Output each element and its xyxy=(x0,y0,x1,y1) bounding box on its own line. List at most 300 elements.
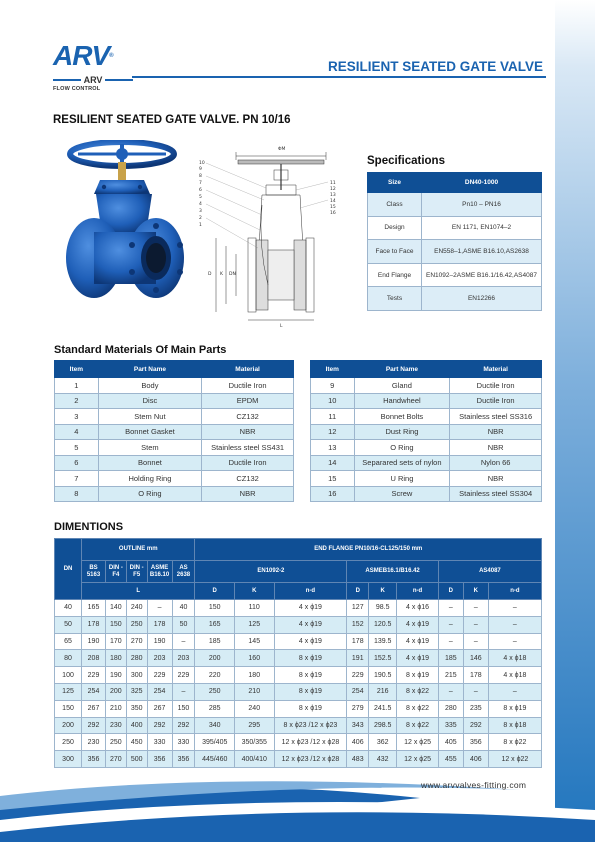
dim-cell: 4 x ϕ18 xyxy=(488,650,541,667)
mat-part-name: Screw xyxy=(354,486,450,502)
dim-header-dn: DN xyxy=(55,539,82,600)
dim-cell: 8 x ϕ19 xyxy=(397,667,439,684)
dim-cell: 150 xyxy=(195,600,235,617)
dim-sub-k: K xyxy=(463,583,488,600)
dim-cell: – xyxy=(488,633,541,650)
mat-material: Stainless steel SS316 xyxy=(450,409,542,425)
spec-value: EN558–1,ASME B16.10,AS2638 xyxy=(422,240,542,264)
dim-cell: 406 xyxy=(347,734,369,751)
dim-cell: 400/410 xyxy=(234,751,274,768)
dim-cell: 180 xyxy=(234,667,274,684)
mat-part-name: Stem Nut xyxy=(98,409,201,425)
table-row xyxy=(311,393,542,409)
dim-header-asme: ASME B16.10 xyxy=(147,561,172,583)
dim-cell: 4 x ϕ19 xyxy=(274,600,347,617)
table-row xyxy=(55,455,294,471)
dim-cell: 250 xyxy=(55,734,82,751)
mat-item: 1 xyxy=(55,378,99,394)
dim-cell: 145 xyxy=(234,633,274,650)
dim-cell: 400 xyxy=(126,717,147,734)
table-row xyxy=(55,616,542,633)
mat-item: 15 xyxy=(311,471,355,487)
dim-cell: – xyxy=(438,616,463,633)
dim-cell: 203 xyxy=(147,650,172,667)
dim-cell: 295 xyxy=(234,717,274,734)
dim-header-as2638: AS 2638 xyxy=(172,561,195,583)
table-row xyxy=(55,600,542,617)
dim-header-din-f5: DIN -F5 xyxy=(126,561,147,583)
svg-text:9: 9 xyxy=(199,167,202,172)
spec-value: EN1092–2ASME B16.1/16.42,AS4087 xyxy=(422,263,542,287)
dim-cell: 98.5 xyxy=(369,600,397,617)
mat-item: 12 xyxy=(311,424,355,440)
dim-cell: 330 xyxy=(172,734,195,751)
dim-cell: 140 xyxy=(105,600,126,617)
dim-cell: 208 xyxy=(82,650,106,667)
mat-part-name: O Ring xyxy=(98,486,201,502)
table-row xyxy=(55,424,294,440)
dim-cell: 190 xyxy=(105,667,126,684)
dim-cell: 483 xyxy=(347,751,369,768)
dim-cell: 250 xyxy=(195,683,235,700)
dim-cell: 185 xyxy=(438,650,463,667)
header-title: RESILIENT SEATED GATE VALVE xyxy=(327,59,543,74)
spec-value: Pn10 – PN16 xyxy=(422,193,542,217)
dim-cell: 40 xyxy=(172,600,195,617)
dim-cell: 203 xyxy=(172,650,195,667)
mat-header-material: Material xyxy=(202,361,294,378)
dim-cell: – xyxy=(463,616,488,633)
dim-cell: 254 xyxy=(347,683,369,700)
dim-cell: – xyxy=(463,633,488,650)
dim-cell: 185 xyxy=(195,633,235,650)
dim-cell: 4 x ϕ16 xyxy=(397,600,439,617)
spec-key: Tests xyxy=(368,287,422,311)
table-row xyxy=(311,471,542,487)
dim-cell: 230 xyxy=(105,717,126,734)
table-row xyxy=(55,717,542,734)
dim-cell: 280 xyxy=(126,650,147,667)
side-stripe xyxy=(555,0,595,842)
dim-cell: 267 xyxy=(147,700,172,717)
page-title: RESILIENT SEATED GATE VALVE. PN 10/16 xyxy=(53,114,291,126)
table-row xyxy=(55,393,294,409)
dim-cell: 210 xyxy=(105,700,126,717)
table-row xyxy=(55,409,294,425)
dim-sub-d: D xyxy=(195,583,235,600)
dim-cell: 40 xyxy=(55,600,82,617)
table-row xyxy=(55,650,542,667)
mat-item: 5 xyxy=(55,440,99,456)
dim-cell: 4 x ϕ19 xyxy=(274,616,347,633)
table-row xyxy=(55,486,294,502)
svg-text:8: 8 xyxy=(199,174,202,179)
dim-cell: 4 x ϕ19 xyxy=(397,650,439,667)
mat-part-name: Bonnet xyxy=(98,455,201,471)
spec-header-key: Size xyxy=(368,173,422,193)
table-row xyxy=(55,734,542,751)
mat-material: NBR xyxy=(202,486,294,502)
svg-text:4: 4 xyxy=(199,202,202,207)
dim-cell: 150 xyxy=(172,700,195,717)
spec-row xyxy=(368,287,542,311)
mat-item: 2 xyxy=(55,393,99,409)
materials-title: Standard Materials Of Main Parts xyxy=(54,344,227,356)
logo-subtitle: FLOW CONTROL xyxy=(53,86,101,92)
dim-cell: 8 x ϕ19 xyxy=(274,667,347,684)
dim-cell: 125 xyxy=(234,616,274,633)
dim-cell: 110 xyxy=(234,600,274,617)
dim-cell: – xyxy=(463,600,488,617)
dim-cell: 216 xyxy=(369,683,397,700)
dim-cell: 200 xyxy=(55,717,82,734)
dim-cell: 190 xyxy=(147,633,172,650)
spec-key: Design xyxy=(368,216,422,240)
table-row xyxy=(311,486,542,502)
dim-cell: 178 xyxy=(147,616,172,633)
spec-value: EN 1171, EN1074–2 xyxy=(422,216,542,240)
dim-cell: 165 xyxy=(195,616,235,633)
dim-cell: 12 x ϕ23 /12 x ϕ28 xyxy=(274,734,347,751)
dim-cell: 406 xyxy=(463,751,488,768)
dim-cell: 4 x ϕ19 xyxy=(397,616,439,633)
dim-cell: 165 xyxy=(82,600,106,617)
mat-item: 10 xyxy=(311,393,355,409)
dim-cell: 125 xyxy=(55,683,82,700)
mat-header-material: Material xyxy=(450,361,542,378)
svg-text:1: 1 xyxy=(199,223,202,228)
mat-part-name: O Ring xyxy=(354,440,450,456)
table-row xyxy=(311,424,542,440)
mat-part-name: Stem xyxy=(98,440,201,456)
dim-cell: 139.5 xyxy=(369,633,397,650)
mat-header-part: Part Name xyxy=(98,361,201,378)
dim-cell: 229 xyxy=(347,667,369,684)
dim-cell: 356 xyxy=(147,751,172,768)
dim-cell: 210 xyxy=(234,683,274,700)
table-row xyxy=(311,440,542,456)
dim-cell: 178 xyxy=(82,616,106,633)
svg-text:16: 16 xyxy=(330,211,336,216)
dim-cell: 350/355 xyxy=(234,734,274,751)
dim-cell: 229 xyxy=(172,667,195,684)
svg-text:2: 2 xyxy=(199,216,202,221)
dim-cell: 4 x ϕ19 xyxy=(397,633,439,650)
dim-cell: 8 x ϕ19 xyxy=(274,650,347,667)
dim-header-outline: OUTLINE mm xyxy=(82,539,195,561)
dim-cell: 4 x ϕ18 xyxy=(488,667,541,684)
dim-cell: 4 x ϕ19 xyxy=(274,633,347,650)
svg-text:D: D xyxy=(208,272,212,277)
dim-sub-d: D xyxy=(438,583,463,600)
dim-cell: 200 xyxy=(105,683,126,700)
svg-text:K: K xyxy=(220,272,223,277)
materials-table-right xyxy=(310,360,542,502)
dim-cell: 500 xyxy=(126,751,147,768)
dim-cell: 292 xyxy=(463,717,488,734)
dim-cell: 229 xyxy=(147,667,172,684)
dim-cell: 292 xyxy=(147,717,172,734)
dim-header-en1092: EN1092-2 xyxy=(195,561,347,583)
mat-part-name: Separared sets of nylon xyxy=(354,455,450,471)
table-row xyxy=(311,378,542,394)
dim-cell: 229 xyxy=(82,667,106,684)
mat-material: NBR xyxy=(450,471,542,487)
mat-item: 13 xyxy=(311,440,355,456)
spec-row xyxy=(368,216,542,240)
svg-text:11: 11 xyxy=(330,181,336,186)
svg-text:DN: DN xyxy=(229,272,236,277)
dim-cell: 152.5 xyxy=(369,650,397,667)
dim-cell: – xyxy=(438,633,463,650)
dim-cell: 190 xyxy=(82,633,106,650)
dim-cell: 450 xyxy=(126,734,147,751)
dim-cell: 8 x ϕ19 xyxy=(488,700,541,717)
table-row xyxy=(55,471,294,487)
dim-cell: 362 xyxy=(369,734,397,751)
dim-cell: 298.5 xyxy=(369,717,397,734)
dim-cell: 292 xyxy=(172,717,195,734)
mat-material: CZ132 xyxy=(202,409,294,425)
dim-header-l: L xyxy=(82,583,195,600)
mat-material: Ductile Iron xyxy=(450,378,542,394)
dim-header-as4087: AS4087 xyxy=(438,561,541,583)
mat-header-item: Item xyxy=(311,361,355,378)
mat-material: EPDM xyxy=(202,393,294,409)
mat-item: 7 xyxy=(55,471,99,487)
svg-text:3: 3 xyxy=(199,209,202,214)
dim-cell: 12 x ϕ22 xyxy=(488,751,541,768)
dim-sub-k: K xyxy=(369,583,397,600)
dim-cell: 8 x ϕ22 xyxy=(397,717,439,734)
dim-cell: – xyxy=(147,600,172,617)
dim-cell: 12 x ϕ23 /12 x ϕ28 xyxy=(274,751,347,768)
logo-mark: ARV® xyxy=(53,40,113,71)
dim-cell: 356 xyxy=(82,751,106,768)
dim-sub-nd: n-d xyxy=(274,583,347,600)
dim-cell: 8 x ϕ19 xyxy=(274,683,347,700)
dim-cell: 279 xyxy=(347,700,369,717)
svg-text:L: L xyxy=(280,324,283,329)
dim-cell: – xyxy=(438,600,463,617)
dim-cell: 254 xyxy=(147,683,172,700)
dim-cell: 405 xyxy=(438,734,463,751)
table-row xyxy=(311,455,542,471)
svg-text:ΦM: ΦM xyxy=(278,147,286,152)
dim-sub-k: K xyxy=(234,583,274,600)
mat-material: Ductile Iron xyxy=(202,455,294,471)
mat-part-name: Disc xyxy=(98,393,201,409)
svg-text:13: 13 xyxy=(330,193,336,198)
specifications-table xyxy=(367,172,542,311)
dim-cell: 65 xyxy=(55,633,82,650)
dim-cell: – xyxy=(463,683,488,700)
svg-text:14: 14 xyxy=(330,199,336,204)
logo xyxy=(53,40,133,92)
dim-cell: – xyxy=(488,683,541,700)
mat-part-name: Bonnet Gasket xyxy=(98,424,201,440)
dim-cell: 8 x ϕ18 xyxy=(488,717,541,734)
dim-cell: 178 xyxy=(463,667,488,684)
dim-sub-d: D xyxy=(347,583,369,600)
mat-header-part: Part Name xyxy=(354,361,450,378)
svg-text:7: 7 xyxy=(199,181,202,186)
mat-item: 3 xyxy=(55,409,99,425)
dim-cell: 267 xyxy=(82,700,106,717)
dim-cell: 300 xyxy=(126,667,147,684)
dim-cell: 280 xyxy=(438,700,463,717)
dim-cell: 292 xyxy=(82,717,106,734)
dim-cell: 178 xyxy=(347,633,369,650)
dim-cell: 250 xyxy=(105,734,126,751)
dim-cell: 240 xyxy=(234,700,274,717)
dim-cell: 50 xyxy=(55,616,82,633)
dim-cell: 8 x ϕ22 xyxy=(488,734,541,751)
dim-header-flange: END FLANGE PN10/16-CL125/150 mm xyxy=(195,539,542,561)
mat-item: 11 xyxy=(311,409,355,425)
dim-cell: 445/460 xyxy=(195,751,235,768)
dim-cell: 150 xyxy=(105,616,126,633)
mat-part-name: Body xyxy=(98,378,201,394)
dim-cell: 150 xyxy=(55,700,82,717)
dim-cell: 180 xyxy=(105,650,126,667)
mat-item: 14 xyxy=(311,455,355,471)
table-row xyxy=(311,409,542,425)
dim-cell: 170 xyxy=(105,633,126,650)
table-row xyxy=(55,633,542,650)
table-row xyxy=(55,700,542,717)
mat-material: NBR xyxy=(202,424,294,440)
valve-photo xyxy=(60,140,190,315)
svg-text:12: 12 xyxy=(330,187,336,192)
svg-text:5: 5 xyxy=(199,195,202,200)
table-row xyxy=(55,378,294,394)
dim-cell: 250 xyxy=(126,616,147,633)
mat-material: NBR xyxy=(450,440,542,456)
mat-material: Stainless steel SS304 xyxy=(450,486,542,502)
mat-part-name: Bonnet Bolts xyxy=(354,409,450,425)
website-link[interactable]: www.arvvalves-fitting.com xyxy=(421,780,527,790)
dim-cell: 12 x ϕ25 xyxy=(397,751,439,768)
table-row xyxy=(55,440,294,456)
logo-brand: ARV xyxy=(83,75,103,85)
table-row xyxy=(55,667,542,684)
dim-cell: 100 xyxy=(55,667,82,684)
dim-cell: 220 xyxy=(195,667,235,684)
mat-part-name: Dust Ring xyxy=(354,424,450,440)
mat-material: Nylon 66 xyxy=(450,455,542,471)
spec-row xyxy=(368,240,542,264)
dim-cell: 120.5 xyxy=(369,616,397,633)
dim-cell: – xyxy=(488,616,541,633)
dim-cell: 50 xyxy=(172,616,195,633)
dim-header-bs5163: BS 5163 xyxy=(82,561,106,583)
mat-item: 8 xyxy=(55,486,99,502)
dim-sub-nd: n-d xyxy=(397,583,439,600)
dim-cell: 340 xyxy=(195,717,235,734)
mat-material: Stainless steel SS431 xyxy=(202,440,294,456)
mat-item: 4 xyxy=(55,424,99,440)
spec-row xyxy=(368,263,542,287)
dim-cell: 432 xyxy=(369,751,397,768)
dim-cell: 285 xyxy=(195,700,235,717)
dim-cell: – xyxy=(172,683,195,700)
dim-cell: 8 x ϕ23 /12 x ϕ23 xyxy=(274,717,347,734)
dim-cell: 230 xyxy=(82,734,106,751)
svg-text:10: 10 xyxy=(199,161,205,166)
dim-cell: 356 xyxy=(172,751,195,768)
dim-cell: 8 x ϕ19 xyxy=(274,700,347,717)
svg-text:6: 6 xyxy=(199,188,202,193)
dim-cell: 325 xyxy=(126,683,147,700)
dim-cell: 235 xyxy=(463,700,488,717)
table-row xyxy=(55,751,542,768)
dim-cell: 160 xyxy=(234,650,274,667)
mat-part-name: Holding Ring xyxy=(98,471,201,487)
dim-cell: – xyxy=(172,633,195,650)
table-row xyxy=(55,683,542,700)
spec-key: Face to Face xyxy=(368,240,422,264)
spec-key: Class xyxy=(368,193,422,217)
dim-cell: – xyxy=(488,600,541,617)
dim-cell: 330 xyxy=(147,734,172,751)
dim-sub-nd: n-d xyxy=(488,583,541,600)
mat-part-name: Gland xyxy=(354,378,450,394)
dim-cell: 152 xyxy=(347,616,369,633)
dim-cell: 343 xyxy=(347,717,369,734)
mat-header-item: Item xyxy=(55,361,99,378)
dimensions-table xyxy=(54,538,542,768)
dim-cell: 335 xyxy=(438,717,463,734)
dim-cell: 190.5 xyxy=(369,667,397,684)
mat-item: 16 xyxy=(311,486,355,502)
dim-cell: 395/405 xyxy=(195,734,235,751)
materials-table-left xyxy=(54,360,294,502)
dim-header-asmeb16: ASMEB16.1/B16.42 xyxy=(347,561,439,583)
dim-cell: 241.5 xyxy=(369,700,397,717)
dim-cell: 12 x ϕ25 xyxy=(397,734,439,751)
svg-text:15: 15 xyxy=(330,205,336,210)
dim-cell: 8 x ϕ22 xyxy=(397,700,439,717)
mat-material: Ductile Iron xyxy=(202,378,294,394)
dim-cell: 240 xyxy=(126,600,147,617)
dim-cell: 215 xyxy=(438,667,463,684)
specifications-title: Specifications xyxy=(367,155,445,167)
mat-material: NBR xyxy=(450,424,542,440)
spec-row xyxy=(368,193,542,217)
dim-cell: 80 xyxy=(55,650,82,667)
dim-cell: 191 xyxy=(347,650,369,667)
mat-item: 6 xyxy=(55,455,99,471)
dim-cell: 8 x ϕ22 xyxy=(397,683,439,700)
dim-cell: 270 xyxy=(126,633,147,650)
dimensions-title: DIMENTIONS xyxy=(54,521,124,533)
spec-header-value: DN40-1000 xyxy=(422,173,542,193)
dim-cell: 200 xyxy=(195,650,235,667)
dim-cell: 455 xyxy=(438,751,463,768)
dim-cell: 127 xyxy=(347,600,369,617)
dim-cell: 270 xyxy=(105,751,126,768)
mat-material: Ductile Iron xyxy=(450,393,542,409)
dim-cell: – xyxy=(438,683,463,700)
mat-part-name: U Ring xyxy=(354,471,450,487)
dim-cell: 350 xyxy=(126,700,147,717)
dim-cell: 146 xyxy=(463,650,488,667)
spec-value: EN12266 xyxy=(422,287,542,311)
dim-cell: 356 xyxy=(463,734,488,751)
dim-cell: 300 xyxy=(55,751,82,768)
mat-material: CZ132 xyxy=(202,471,294,487)
